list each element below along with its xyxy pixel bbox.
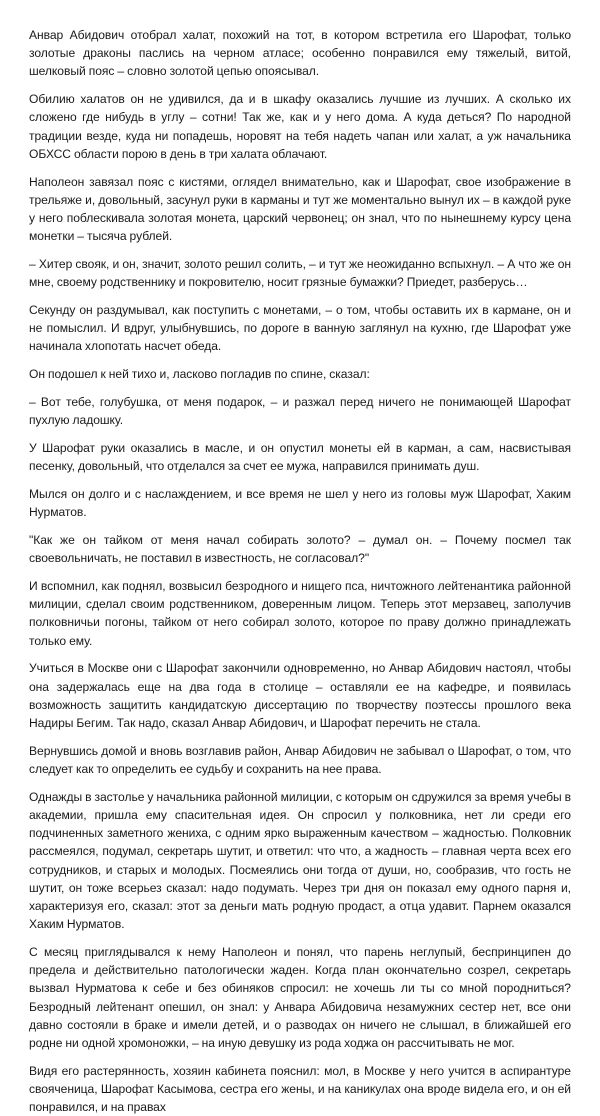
paragraph-3: Наполеон завязал пояс с кистями, оглядел внимательно, как и Шарофат, свое изображение в трельяже и, довольный, засунул руки в карманы и тут же моментально вынул их – в каждой руке у него поблескивала золотая монета, царский червонец; он знал, что по нынешнему курсу цена монетки – тысяча рублей. — [29, 174, 571, 244]
paragraph-7: – Вот тебе, голубушка, от меня подарок, – и разжал перед ничего не понимающей Шарофат пухлую ладошку. — [29, 395, 571, 428]
paragraph-6: Он подошел к ней тихо и, ласково погладив по спине, сказал: — [29, 367, 370, 382]
paragraph-12: Учиться в Москве они с Шарофат закончили одновременно, но Анвар Абидович настоял, чтобы она задержалась еще на два года в столице – оставляли ее на кафедре, и появилась возможность защитить кандидатскую диссертацию по творчеству поэтессы прошлого века Надиры Бегим. Так надо, сказал Анвар Абидович, и Шарофат перечить не стала. — [29, 661, 571, 731]
paragraph-1: Анвар Абидович отобрал халат, похожий на тот, в котором встретила его Шарофат, только золотые драконы паслись на черном атласе; особенно понравился ему тяжелый, витой, шелковый пояс – словно золотой цепью опоясывал. — [29, 28, 571, 79]
paragraph-5: Секунду он раздумывал, как поступить с монетами, – о том, чтобы оставить их в кармане, он и не помыслил. И вдруг, улыбнувшись, по дороге в ванную заглянул на кухню, где Шарофат уже начинала хлопотать насчет обеда. — [29, 303, 571, 354]
paragraph-11: И вспомнил, как поднял, возвысил безродного и нищего пса, ничтожного лейтенантика районной милиции, сделал своим родственником, доверенным лицом. Теперь этот мерзавец, заполучив полковничьи погоны, тайком от него собирал золото, которое по праву должно принадлежать только ему. — [29, 579, 571, 648]
paragraph-13: Вернувшись домой и вновь возглавив район, Анвар Абидович не забывал о Шарофат, о том, что следует как то определить ее судьбу и сохранить на нее права. — [29, 743, 571, 777]
paragraph-8: У Шарофат руки оказались в масле, и он опустил монеты ей в карман, а сам, насвистывая песенку, довольный, что отделался за счет ее мужа, направился принимать душ. — [29, 441, 571, 474]
paragraph-14: Однажды в застолье у начальника районной милиции, с которым он сдружился за время учебы в академии, пришла ему спасительная идея. Он спросил у полковника, нет ли среди его подчиненных заметного жениха, с одним ярко выраженным качеством – жадностью. Полковник рассмеялся, подумал, секретарь шутит, и ответил: что что, а жадность – главная черта всех его сотрудников, и старых и молодых. Посмеялись они тогда от души, но, сообразив, что гость не шутит, он тоже всерьез сказал: надо подумать. Через три дня он показал ему одного парня и, характеризуя его, сказал: этот за деньги мать родную продаст, а отца удавит. Парнем оказался Хаким Нурматов. — [29, 789, 571, 932]
paragraph-9: Мылся он долго и с наслаждением, и все время не шел у него из головы муж Шарофат, Хаким Нурматов. — [29, 487, 571, 520]
paragraph-15: С месяц приглядывался к нему Наполеон и понял, что парень неглупый, беспринципен до предела и действительно патологически жаден. Когда план окончательно созрел, секретарь вызвал Нурматова к себе и без обиняков спросил: не хочешь ли ты со мной породниться? Безродный лейтенант опешил, он знал: у Анвара Абидовича незамужних сестер нет, все они давно состояли в браке и имели детей, и о разводах он ничего не слышал, в ближайшей его родне ни одной хромоножки, – на иную девушку из рода ходжа он рассчитывать не мог. — [29, 945, 571, 1051]
paragraph-2: Обилию халатов он не удивился, да и в шкафу оказались лучшие из лучших. А сколько их сложено где нибудь в углу – сотни! Так же, как и у него дома. А куда деться? По народной традиции везде, куда ни попадешь, норовят на тебя надеть чапан или халат, а уж начальника ОБХСС области порою в день в три халата облачают. — [29, 92, 571, 161]
paragraph-4: – Хитер свояк, и он, значит, золото решил солить, – и тут же неожиданно вспыхнул. – А что же он мне, своему родственнику и покровителю, носит грязные бумажки? Приедет, разберусь… — [29, 257, 571, 290]
paragraph-10: "Как же он тайком от меня начал собирать золото? – думал он. – Почему посмел так своевольничать, не поставил в известность, не согласовал?" — [29, 533, 571, 566]
paragraph-16: Видя его растерянность, хозяин кабинета пояснил: мол, в Москве у него учится в аспирантуре свояченица, Шарофат Касымова, сестра его жены, и на каникулах она вроде видела его, и он ей понравился, и на правах — [29, 1063, 571, 1115]
